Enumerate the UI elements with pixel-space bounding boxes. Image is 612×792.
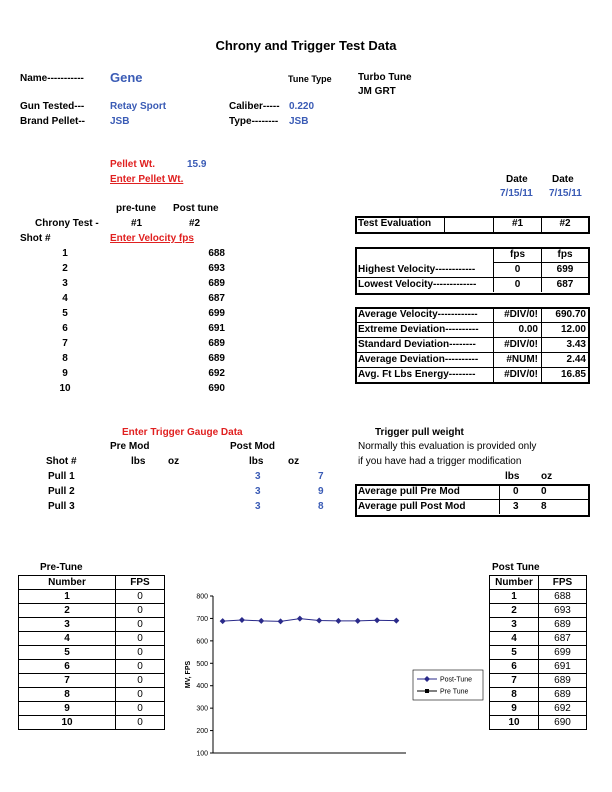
- pre-fps-cell: 0: [116, 646, 165, 660]
- gun-value: Retay Sport: [110, 101, 167, 112]
- post-lbs-header: lbs: [249, 456, 264, 467]
- y-tick-label: 600: [196, 638, 208, 646]
- table-row: [490, 604, 587, 618]
- tune-type-value: Turbo Tune: [358, 72, 412, 83]
- pre-number-cell: 1: [19, 590, 116, 604]
- table-row: [490, 646, 587, 660]
- avg-pull-pre-oz: 0: [541, 486, 547, 497]
- post-number-cell: 1: [490, 590, 539, 604]
- y-tick-label: 100: [196, 750, 208, 758]
- velocity-chart: [178, 580, 488, 770]
- lowest-velocity-1: 0: [514, 279, 521, 290]
- shot-number: 5: [62, 308, 68, 319]
- table-row: [490, 674, 587, 688]
- avg-pull-post-oz: 8: [541, 501, 547, 512]
- post-velocity-value[interactable]: 699: [208, 308, 225, 319]
- shot-label: Shot #: [20, 233, 51, 244]
- avg-pull-post-label: Average pull Post Mod: [358, 501, 466, 512]
- post-velocity-value[interactable]: 688: [208, 248, 225, 259]
- stat-label: Extreme Deviation----------: [358, 324, 479, 335]
- pre-fps-cell: 0: [116, 688, 165, 702]
- name-label: Name-----------: [20, 73, 84, 84]
- table-row: [490, 590, 587, 604]
- trigger-note-2: if you have had a trigger modification: [358, 456, 522, 467]
- table-row: [19, 632, 165, 646]
- eval-unit-1: fps: [510, 249, 525, 260]
- post-number-cell: 7: [490, 674, 539, 688]
- data-point: [393, 618, 399, 624]
- tune-type-value-2: JM GRT: [358, 86, 396, 97]
- table-row: [490, 688, 587, 702]
- post-fps-cell: 691: [539, 660, 587, 674]
- y-tick-label: 400: [196, 683, 208, 691]
- enter-trigger-label: Enter Trigger Gauge Data: [122, 427, 243, 438]
- table-row: [19, 688, 165, 702]
- brand-value: JSB: [110, 116, 130, 127]
- pre-fps-cell: 0: [116, 618, 165, 632]
- gun-label: Gun Tested---: [20, 101, 85, 112]
- pellet-value[interactable]: 15.9: [187, 159, 207, 170]
- avg-pull-pre-label: Average pull Pre Mod: [358, 486, 460, 497]
- post-fps-cell: 699: [539, 646, 587, 660]
- eval-unit-2: fps: [557, 249, 573, 260]
- highest-velocity-1: 0: [514, 264, 521, 275]
- table-row: [19, 716, 165, 730]
- post-number-cell: 5: [490, 646, 539, 660]
- stat-value-2: 12.00: [560, 324, 586, 335]
- data-point: [239, 617, 245, 623]
- lowest-velocity-label: Lowest Velocity-------------: [358, 279, 477, 290]
- pre-fps-cell: 0: [116, 590, 165, 604]
- post-fps-cell: 693: [539, 604, 587, 618]
- stat-value-1: 0.00: [518, 324, 538, 335]
- pre-mod-header: Pre Mod: [110, 441, 150, 452]
- test-evaluation-title: Test Evaluation: [358, 218, 432, 229]
- brand-label: Brand Pellet--: [20, 116, 86, 127]
- post-fps-cell: 692: [539, 702, 587, 716]
- post-fps-cell: 688: [539, 590, 587, 604]
- post-number-cell: 4: [490, 632, 539, 646]
- post-pull-oz[interactable]: 7: [318, 471, 324, 482]
- pre-number-cell: 2: [19, 604, 116, 618]
- name-value: Gene: [110, 70, 143, 85]
- post-pull-lbs[interactable]: 3: [255, 471, 261, 482]
- pre-lbs-header: lbs: [131, 456, 146, 467]
- post-velocity-value[interactable]: 691: [208, 323, 225, 334]
- pre-col-fps-header: FPS: [116, 576, 165, 590]
- data-point: [220, 618, 226, 624]
- post-tune-table: [489, 575, 587, 730]
- post-velocity-value[interactable]: 693: [208, 263, 225, 274]
- post-number-cell: 10: [490, 716, 539, 730]
- stat-value-1: #DIV/0!: [504, 369, 538, 380]
- table-row: [490, 716, 587, 730]
- type-label: Type--------: [229, 116, 279, 127]
- shot-number: 6: [62, 323, 68, 334]
- enter-pellet-label: Enter Pellet Wt.: [110, 174, 184, 185]
- post-tune-header: Post tune: [173, 203, 219, 214]
- table-row: [19, 604, 165, 618]
- post-pull-oz[interactable]: 8: [318, 501, 324, 512]
- post-velocity-value[interactable]: 687: [208, 293, 225, 304]
- y-tick-label: 200: [196, 728, 208, 736]
- table-row: [490, 702, 587, 716]
- date-label-1: Date: [506, 174, 528, 185]
- shot-number: 3: [62, 278, 68, 289]
- shot-number: 1: [62, 248, 68, 259]
- pre-fps-cell: 0: [116, 716, 165, 730]
- y-tick-label: 500: [196, 660, 208, 668]
- table-row: [19, 590, 165, 604]
- post-fps-cell: 689: [539, 674, 587, 688]
- avg-oz-header: oz: [541, 471, 553, 482]
- post-number-cell: 3: [490, 618, 539, 632]
- post-velocity-value[interactable]: 689: [208, 353, 225, 364]
- pre-col-number-header: Number: [19, 576, 116, 590]
- post-fps-cell: 689: [539, 688, 587, 702]
- y-tick-label: 300: [196, 705, 208, 713]
- pre-oz-header: oz: [168, 456, 180, 467]
- table-row: [19, 702, 165, 716]
- stat-label: Average Velocity------------: [358, 309, 478, 320]
- stat-label: Avg. Ft Lbs Energy--------: [358, 369, 476, 380]
- shot-number: 8: [62, 353, 68, 364]
- stat-label: Standard Deviation--------: [358, 339, 476, 350]
- y-tick-label: 800: [196, 593, 208, 601]
- pre-number-cell: 8: [19, 688, 116, 702]
- page-title: Chrony and Trigger Test Data: [215, 38, 397, 53]
- table-row: [19, 660, 165, 674]
- pull-label: Pull 1: [48, 471, 75, 482]
- stat-value-2: 2.44: [566, 354, 586, 365]
- data-point: [258, 618, 264, 624]
- pre-fps-cell: 0: [116, 702, 165, 716]
- table-row: [19, 618, 165, 632]
- pull-label: Pull 3: [48, 501, 75, 512]
- y-axis-label: MV, FPS: [185, 660, 192, 689]
- post-velocity-value[interactable]: 689: [208, 278, 225, 289]
- post-fps-cell: 690: [539, 716, 587, 730]
- pre-tune-table: [18, 575, 165, 730]
- post-fps-cell: 689: [539, 618, 587, 632]
- post-mod-header: Post Mod: [230, 441, 275, 452]
- pre-number-cell: 9: [19, 702, 116, 716]
- avg-pull-post-lbs: 3: [513, 501, 519, 512]
- table-row: [490, 632, 587, 646]
- post-velocity-value[interactable]: 692: [208, 368, 225, 379]
- data-point: [278, 618, 284, 624]
- pre-fps-cell: 0: [116, 632, 165, 646]
- pre-tune-table-title: Pre-Tune: [40, 562, 83, 573]
- caliber-label: Caliber-----: [229, 101, 280, 112]
- post-number-cell: 9: [490, 702, 539, 716]
- pre-number-cell: 3: [19, 618, 116, 632]
- eval-col-2: #2: [559, 218, 571, 229]
- post-oz-header: oz: [288, 456, 300, 467]
- post-pull-lbs[interactable]: 3: [255, 486, 261, 497]
- pre-number-cell: 10: [19, 716, 116, 730]
- shot-number: 2: [62, 263, 68, 274]
- stat-value-1: #DIV/0!: [504, 309, 538, 320]
- highest-velocity-label: Highest Velocity------------: [358, 264, 476, 275]
- table-row: [19, 646, 165, 660]
- lowest-velocity-2: 687: [556, 279, 574, 290]
- stat-value-2: 16.85: [560, 369, 586, 380]
- highest-velocity-2: 699: [556, 264, 574, 275]
- date-value-1[interactable]: 7/15/11: [500, 188, 533, 199]
- stat-label: Average Deviation----------: [358, 354, 479, 365]
- eval-col-1: #1: [511, 218, 524, 229]
- pre-number-cell: 5: [19, 646, 116, 660]
- type-value: JSB: [289, 116, 309, 127]
- pellet-label: Pellet Wt.: [110, 159, 156, 170]
- post-fps-cell: 687: [539, 632, 587, 646]
- date-value-2[interactable]: 7/15/11: [549, 188, 582, 199]
- data-point: [316, 617, 322, 623]
- shot-number: 9: [62, 368, 68, 379]
- caliber-value: 0.220: [289, 101, 315, 112]
- legend-label: Pre Tune: [440, 688, 469, 696]
- pull-label: Pull 2: [48, 486, 75, 497]
- chart-legend: [413, 670, 483, 700]
- post-number-cell: 2: [490, 604, 539, 618]
- post-velocity-value[interactable]: 689: [208, 338, 225, 349]
- post-pull-oz[interactable]: 9: [318, 486, 324, 497]
- table-row: [19, 674, 165, 688]
- trigger-weight-title: Trigger pull weight: [375, 427, 464, 438]
- data-point: [297, 616, 303, 622]
- shot-number: 4: [62, 293, 68, 304]
- pre-number-cell: 6: [19, 660, 116, 674]
- post-col-number-header: Number: [490, 576, 539, 590]
- stat-value-1: #NUM!: [506, 354, 538, 365]
- post-col-fps-header: FPS: [539, 576, 587, 590]
- stat-value-2: 690.70: [555, 309, 586, 320]
- trigger-note-1: Normally this evaluation is provided only: [358, 441, 537, 452]
- pre-number-cell: 4: [19, 632, 116, 646]
- pre-fps-cell: 0: [116, 674, 165, 688]
- legend-label: Post-Tune: [440, 676, 473, 684]
- post-tune-table-title: Post Tune: [492, 562, 540, 573]
- trigger-shot-label: Shot #: [46, 456, 77, 467]
- series-line: [223, 619, 397, 622]
- data-point: [335, 618, 341, 624]
- pre-fps-cell: 0: [116, 660, 165, 674]
- pre-col-number: #1: [131, 218, 143, 229]
- post-pull-lbs[interactable]: 3: [255, 501, 261, 512]
- avg-lbs-header: lbs: [505, 471, 520, 482]
- shot-number: 7: [62, 338, 68, 349]
- legend-marker: [425, 689, 429, 693]
- shot-number: 10: [59, 383, 71, 394]
- stat-value-2: 3.43: [566, 339, 586, 350]
- y-tick-label: 700: [196, 615, 208, 623]
- avg-pull-pre-lbs: 0: [513, 486, 519, 497]
- date-label-2: Date: [552, 174, 574, 185]
- pre-tune-header: pre-tune: [116, 203, 156, 214]
- stat-value-1: #DIV/0!: [504, 339, 538, 350]
- tune-type-label: Tune Type: [288, 74, 332, 84]
- table-row: [490, 660, 587, 674]
- data-point: [374, 617, 380, 623]
- table-row: [490, 618, 587, 632]
- post-number-cell: 6: [490, 660, 539, 674]
- enter-velocity-label: Enter Velocity fps: [110, 233, 194, 244]
- post-velocity-value[interactable]: 690: [208, 383, 225, 394]
- post-number-cell: 8: [490, 688, 539, 702]
- data-point: [355, 618, 361, 624]
- pre-number-cell: 7: [19, 674, 116, 688]
- post-col-number: #2: [189, 218, 201, 229]
- chrony-test-label: Chrony Test -: [35, 218, 99, 229]
- pre-fps-cell: 0: [116, 604, 165, 618]
